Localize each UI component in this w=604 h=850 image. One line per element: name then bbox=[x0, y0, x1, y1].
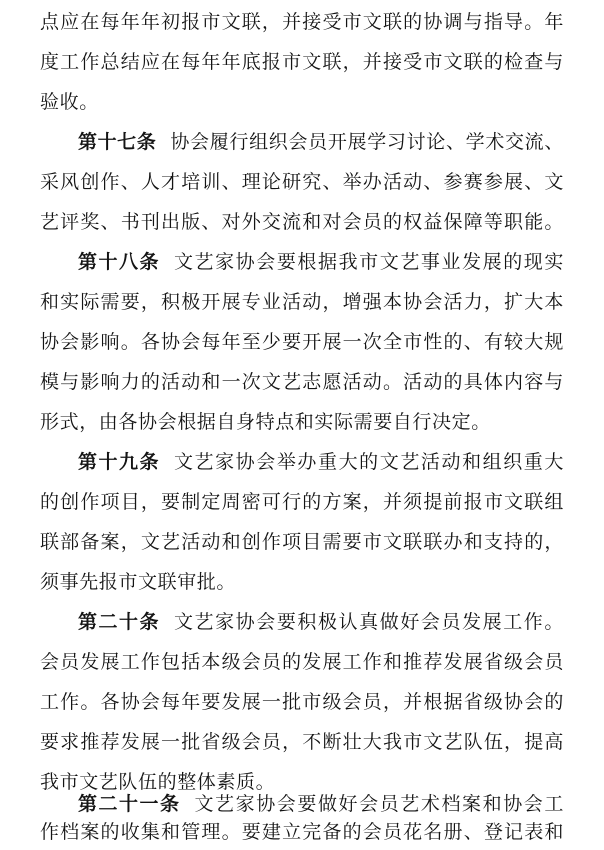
article-21-heading: 第二十一条 bbox=[78, 793, 181, 815]
article-17-text: 协会履行组织会员开展学习讨论、学术交流、 bbox=[170, 131, 564, 153]
text-line: 要求推荐发展一批省级会员，不断壮大我市文艺队伍，提高 bbox=[40, 731, 564, 753]
article-21-text: 文艺家协会要做好会员艺术档案和协会工 bbox=[194, 793, 564, 815]
text-line: 工作。各协会每年要发展一批市级会员，并根据省级协会的 bbox=[40, 691, 564, 713]
text-line: 作档案的收集和管理。要建立完备的会员花名册、登记表和 bbox=[40, 821, 564, 843]
text-line: 会员发展工作包括本级会员的发展工作和推荐发展省级会员 bbox=[40, 651, 564, 673]
article-18-heading: 第十八条 bbox=[78, 251, 160, 273]
text-line: 模与影响力的活动和一次文艺志愿活动。活动的具体内容与 bbox=[40, 371, 564, 393]
text-line: 我市文艺队伍的整体素质。 bbox=[40, 771, 276, 793]
article-20-first-line bbox=[78, 602, 564, 642]
text-line: 形式，由各协会根据自身特点和实际需要自行决定。 bbox=[40, 411, 491, 433]
article-18-first-line bbox=[78, 242, 564, 282]
text-line: 度工作总结应在每年年底报市文联，并接受市文联的检查与 bbox=[40, 51, 564, 73]
text-line: 验收。 bbox=[40, 91, 99, 113]
text-line: 点应在每年年初报市文联，并接受市文联的协调与指导。年 bbox=[40, 11, 564, 33]
article-20-text: 文艺家协会要积极认真做好会员发展工作。 bbox=[173, 611, 564, 633]
text-line: 联部备案，文艺活动和创作项目需要市文联联办和支持的， bbox=[40, 531, 564, 553]
article-17-first-line bbox=[78, 122, 564, 162]
text-line: 艺评奖、书刊出版、对外交流和对会员的权益保障等职能。 bbox=[40, 211, 564, 233]
article-18-text: 文艺家协会要根据我市文艺事业发展的现实 bbox=[173, 251, 564, 273]
article-19-heading: 第十九条 bbox=[78, 451, 160, 473]
text-line: 协会影响。各协会每年至少要开展一次全市性的、有较大规 bbox=[40, 331, 564, 353]
article-20-heading: 第二十条 bbox=[78, 611, 160, 633]
article-19-first-line bbox=[78, 442, 564, 482]
text-line: 的创作项目，要制定周密可行的方案，并须提前报市文联组 bbox=[40, 491, 564, 513]
article-19-text: 文艺家协会举办重大的文艺活动和组织重大 bbox=[173, 451, 564, 473]
text-line: 和实际需要，积极开展专业活动，增强本协会活力，扩大本 bbox=[40, 291, 564, 313]
text-line: 采风创作、人才培训、理论研究、举办活动、参赛参展、文 bbox=[40, 171, 564, 193]
text-line: 须事先报市文联审批。 bbox=[40, 571, 237, 593]
article-17-heading: 第十七条 bbox=[78, 131, 157, 153]
